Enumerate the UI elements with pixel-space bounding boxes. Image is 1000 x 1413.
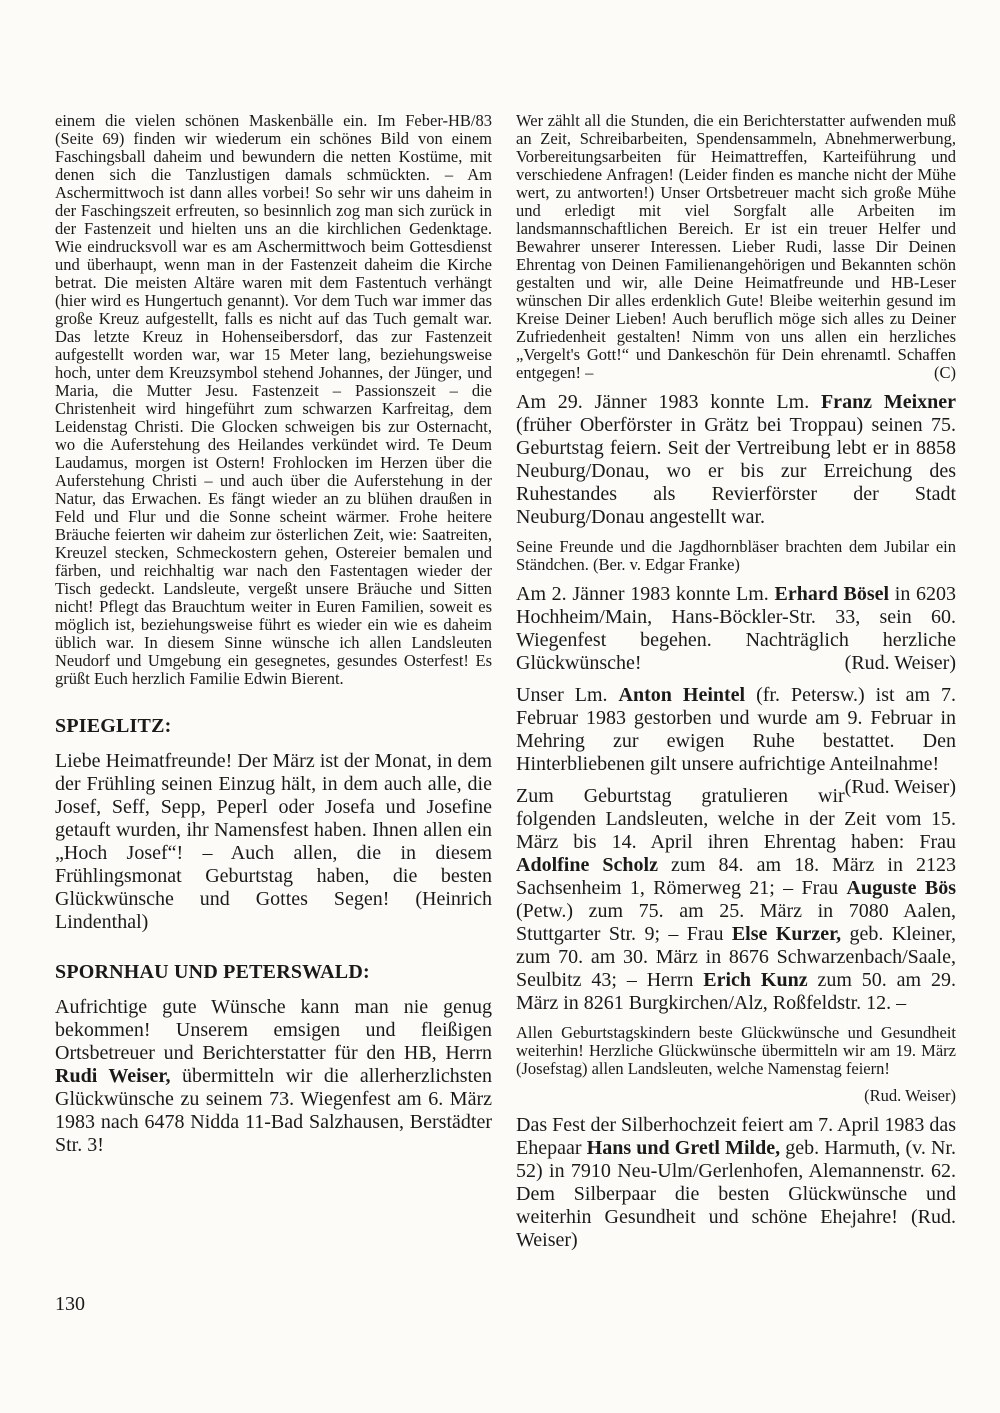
paragraph: [55, 996, 492, 1157]
inline-signature: (C): [934, 363, 956, 382]
text-segment: Zum Geburtstag gratulieren wir folgenden Landsleuten, welche in der Zeit vom 15. März bis 14. April ihren Ehrentag haben: Frau: [516, 785, 956, 853]
paragraph: [55, 112, 492, 688]
paragraph: [516, 1024, 956, 1078]
right-column: [516, 112, 956, 1261]
bold-text-segment: Erhard Bösel: [774, 583, 890, 605]
page-number: 130: [55, 1293, 85, 1315]
text-segment: (früher Oberförster in Grätz bei Troppau) seinen 75. Geburtstag feiern. Seit der Vertreibung lebt er in 8858 Neuburg/Donau, wo er bis zur Erreichung des Ruhestandes als Revierförster der Stadt Neuburg/Donau angestellt war.: [516, 414, 956, 528]
inline-signature: (Rud. Weiser): [844, 776, 956, 798]
section-heading: SPIEGLITZ:: [55, 715, 172, 737]
inline-signature: (Rud. Weiser): [844, 652, 956, 674]
section-heading: SPORNHAU UND PETERSWALD:: [55, 961, 370, 983]
text-segment: Wer zählt all die Stunden, die ein Berichterstatter aufwenden muß an Zeit, Schreibarbeiten, Spendensammeln, Abnehmerwerbung, Vorbereitungsarbeiten für Heimattreffen, Karteiführung und verschiedene Anfragen! (Leider finden es manche nicht der Mühe wert, zu antworten!) Unser Ortsbetreuer macht sich große Mühe und erledigt mit viel Sorgfalt alle Arbeiten im landsmannschaftlichen Bereich. Er ist ein treuer Helfer und Bewahrer unserer Interessen. Lieber Rudi, lasse Dir Deinen Ehrentag von Deinen Familienangehörigen und Bekannten schön gestalten und wir, alle Deine Heimatfreunde und HB-Leser wünschen Dir alles erdenklich Gute! Bleibe weiterhin gesund im Kreise Deiner Lieben! Auch beruflich möge sich alles zu Deiner Zufriedenheit gestalten! Nimm von uns allen ein herzliches „Vergelt's Gott!“ und Dankeschön für Dein ehrenamtl. Schaffen entgegen! –: [516, 111, 956, 382]
text-segment: Am 29. Jänner 1983 konnte Lm.: [516, 391, 821, 413]
text-segment: Am 2. Jänner 1983 konnte Lm.: [516, 583, 775, 605]
text-segment: (fr. Petersw.) ist am 7. Februar 1983 gestorben und wurde am 9. Februar in Mehring zur ewigen Ruhe bestattet. Den Hinterbliebenen gilt unsere aufrichtige Anteilnahme!: [516, 684, 956, 775]
paragraph: [516, 391, 956, 529]
paragraph: [55, 750, 492, 934]
paragraph: [516, 583, 956, 675]
paragraph: [516, 785, 956, 1015]
paragraph: [516, 1114, 956, 1252]
text-segment: Allen Geburtstagskindern beste Glückwünsche und Gesundheit weiterhin! Herzliche Glückwünsche übermitteln wir am 19. März (Josefstag) allen Landsleuten, welche Namenstag feiern!: [516, 1023, 956, 1078]
paragraph: [516, 538, 956, 574]
bold-text-segment: Auguste Bös: [846, 877, 957, 899]
text-segment: Aufrichtige gute Wünsche kann man nie genug bekommen! Unserem emsigen und fleißigen Ortsbetreuer und Berichterstatter für den HB, Herrn: [55, 996, 492, 1064]
bold-text-segment: Franz Meixner: [820, 391, 957, 413]
text-segment: geb. Harmuth, (v. Nr. 52) in 7910 Neu-Ulm/Gerlenhofen, Alemannenstr. 62. Dem Silberpaar die besten Glückwünsche und weiterhin Gesundheit und schöne Ehejahre! (Rud. Weiser): [516, 1137, 956, 1251]
paragraph: [516, 684, 956, 798]
text-segment: in 6203 Hochheim/Main, Hans-Böckler-Str. 33, sein 60. Wiegenfest begehen. Nachträglich herzliche Glückwünsche!: [516, 583, 956, 674]
text-segment: Das Fest der Silberhochzeit feiert am 7. April 1983 das Ehepaar: [516, 1114, 956, 1159]
text-segment: geb. Kleiner, zum 70. am 30. März in 8676 Schwarzenbach/Saale, Seulbitz 43; – Herrn: [516, 923, 956, 991]
text-segment: einem die vielen schönen Maskenbälle ein. Im Feber-HB/83 (Seite 69) finden wir wiederum ein schönes Bild von einem Faschingsball daheim und bewundern die netten Kostüme, mit denen sich die Tanzlustigen damals schmückten. – Am Aschermittwoch ist dann alles vorbei! So sehr wir uns daheim in der Faschingszeit erfreuten, so besinnlich zog man sich zurück in der Fastenzeit und hielten uns an die kirchlichen Gedenktage. Wie eindrucksvoll war es am Aschermittwoch beim Gottesdienst und überhaupt, wenn man in der Fastenzeit daheim die Kirche betrat. Die meisten Altäre waren mit dem Fastentuch verhängt (hier wird es Hungertuch genannt). Vor dem Tuch war immer das große Kreuz aufgestellt, falls es nicht auf das Tuch gemalt war. Das letzte Kreuz in Hohenseibersdorf, das zur Fastenzeit aufgestellt worden war, war 15 Meter lang, beziehungsweise hoch, unter dem Kreuzsymbol stehend Johannes, der Jünger, und Maria, die Mutter Jesu. Fastenzeit – Passionszeit – die Christenheit wird hingeführt zum schwarzen Karfreitag, dem Leidenstag Christi. Die Glocken schweigen bis zur Osternacht, wo die Auferstehung des Heilandes verkündet wird. Te Deum Laudamus, morgen ist Ostern! Frohlocken im Herzen über die Auferstehung Christi – und auch über die Auferstehung in der Natur, das Erwachen. Es fängt wieder an zu blühen draußen in Feld und Flur und die Sonne scheint wärmer. Frohe heitere Bräuche feierten wir daheim zur österlichen Zeit, wie: Saatreiten, Kreuzel stecken, Schmeckostern gehen, Ostereier bemalen und färben, und reichhaltig war nach den Fastentagen wieder der Tisch gedeckt. Landsleute, vergeßt unsere Bräuche und Sitten nicht! Pflegt das Brauchtum weiter in Euren Familien, soweit es möglich ist, beziehungsweise führt es wieder ein wie es daheim üblich war. In diesem Sinne wünsche ich allen Landsleuten Neudorf und Umgebung ein gesegnetes, gesundes Osterfest! Es grüßt Euch herzlich Familie Edwin Bierent.: [55, 111, 492, 688]
bold-text-segment: Else Kurzer,: [731, 923, 842, 945]
text-segment: zum 50. am 29. März in 8261 Burgkirchen/Alz, Roßfeldstr. 12. –: [516, 969, 956, 1014]
bold-text-segment: Anton Heintel: [618, 684, 746, 706]
text-segment: (Petw.) zum 75. am 25. März in 7080 Aalen, Stuttgarter Str. 9; – Frau: [516, 900, 956, 945]
text-segment: zum 84. am 18. März in 2123 Sachsenheim 1, Römerweg 21; – Frau: [516, 854, 956, 899]
bold-text-segment: Rudi Weiser,: [55, 1065, 171, 1087]
bold-text-segment: Hans und Gretl Milde,: [586, 1137, 781, 1159]
signature-line: (Rud. Weiser): [864, 1086, 956, 1105]
text-segment: übermitteln wir die allerherzlichsten Glückwünsche zu seinem 73. Wiegenfest am 6. März 1983 nach 6478 Nidda 11-Bad Salzhausen, Berstädter Str. 3!: [55, 1065, 492, 1156]
text-segment: Liebe Heimatfreunde! Der März ist der Monat, in dem der Frühling seinen Einzug hält, in dem auch alle, die Josef, Seff, Sepp, Peperl oder Josefa und Josefine getauft wurden, ihr Namensfest haben. Ihnen allen ein „Hoch Josef“! – Auch allen, die in diesem Frühlingsmonat Geburtstag haben, die besten Glückwünsche und Gottes Segen! (Heinrich Lindenthal): [55, 750, 492, 933]
bold-text-segment: Erich Kunz: [703, 969, 808, 991]
bold-text-segment: Adolfine Scholz: [516, 854, 658, 876]
two-column-layout: [55, 112, 956, 1261]
text-segment: Unser Lm.: [516, 684, 619, 706]
paragraph: [516, 112, 956, 382]
left-column: [55, 112, 492, 1261]
text-segment: Seine Freunde und die Jagdhornbläser brachten dem Jubilar ein Ständchen. (Ber. v. Edgar Franke): [516, 537, 956, 574]
